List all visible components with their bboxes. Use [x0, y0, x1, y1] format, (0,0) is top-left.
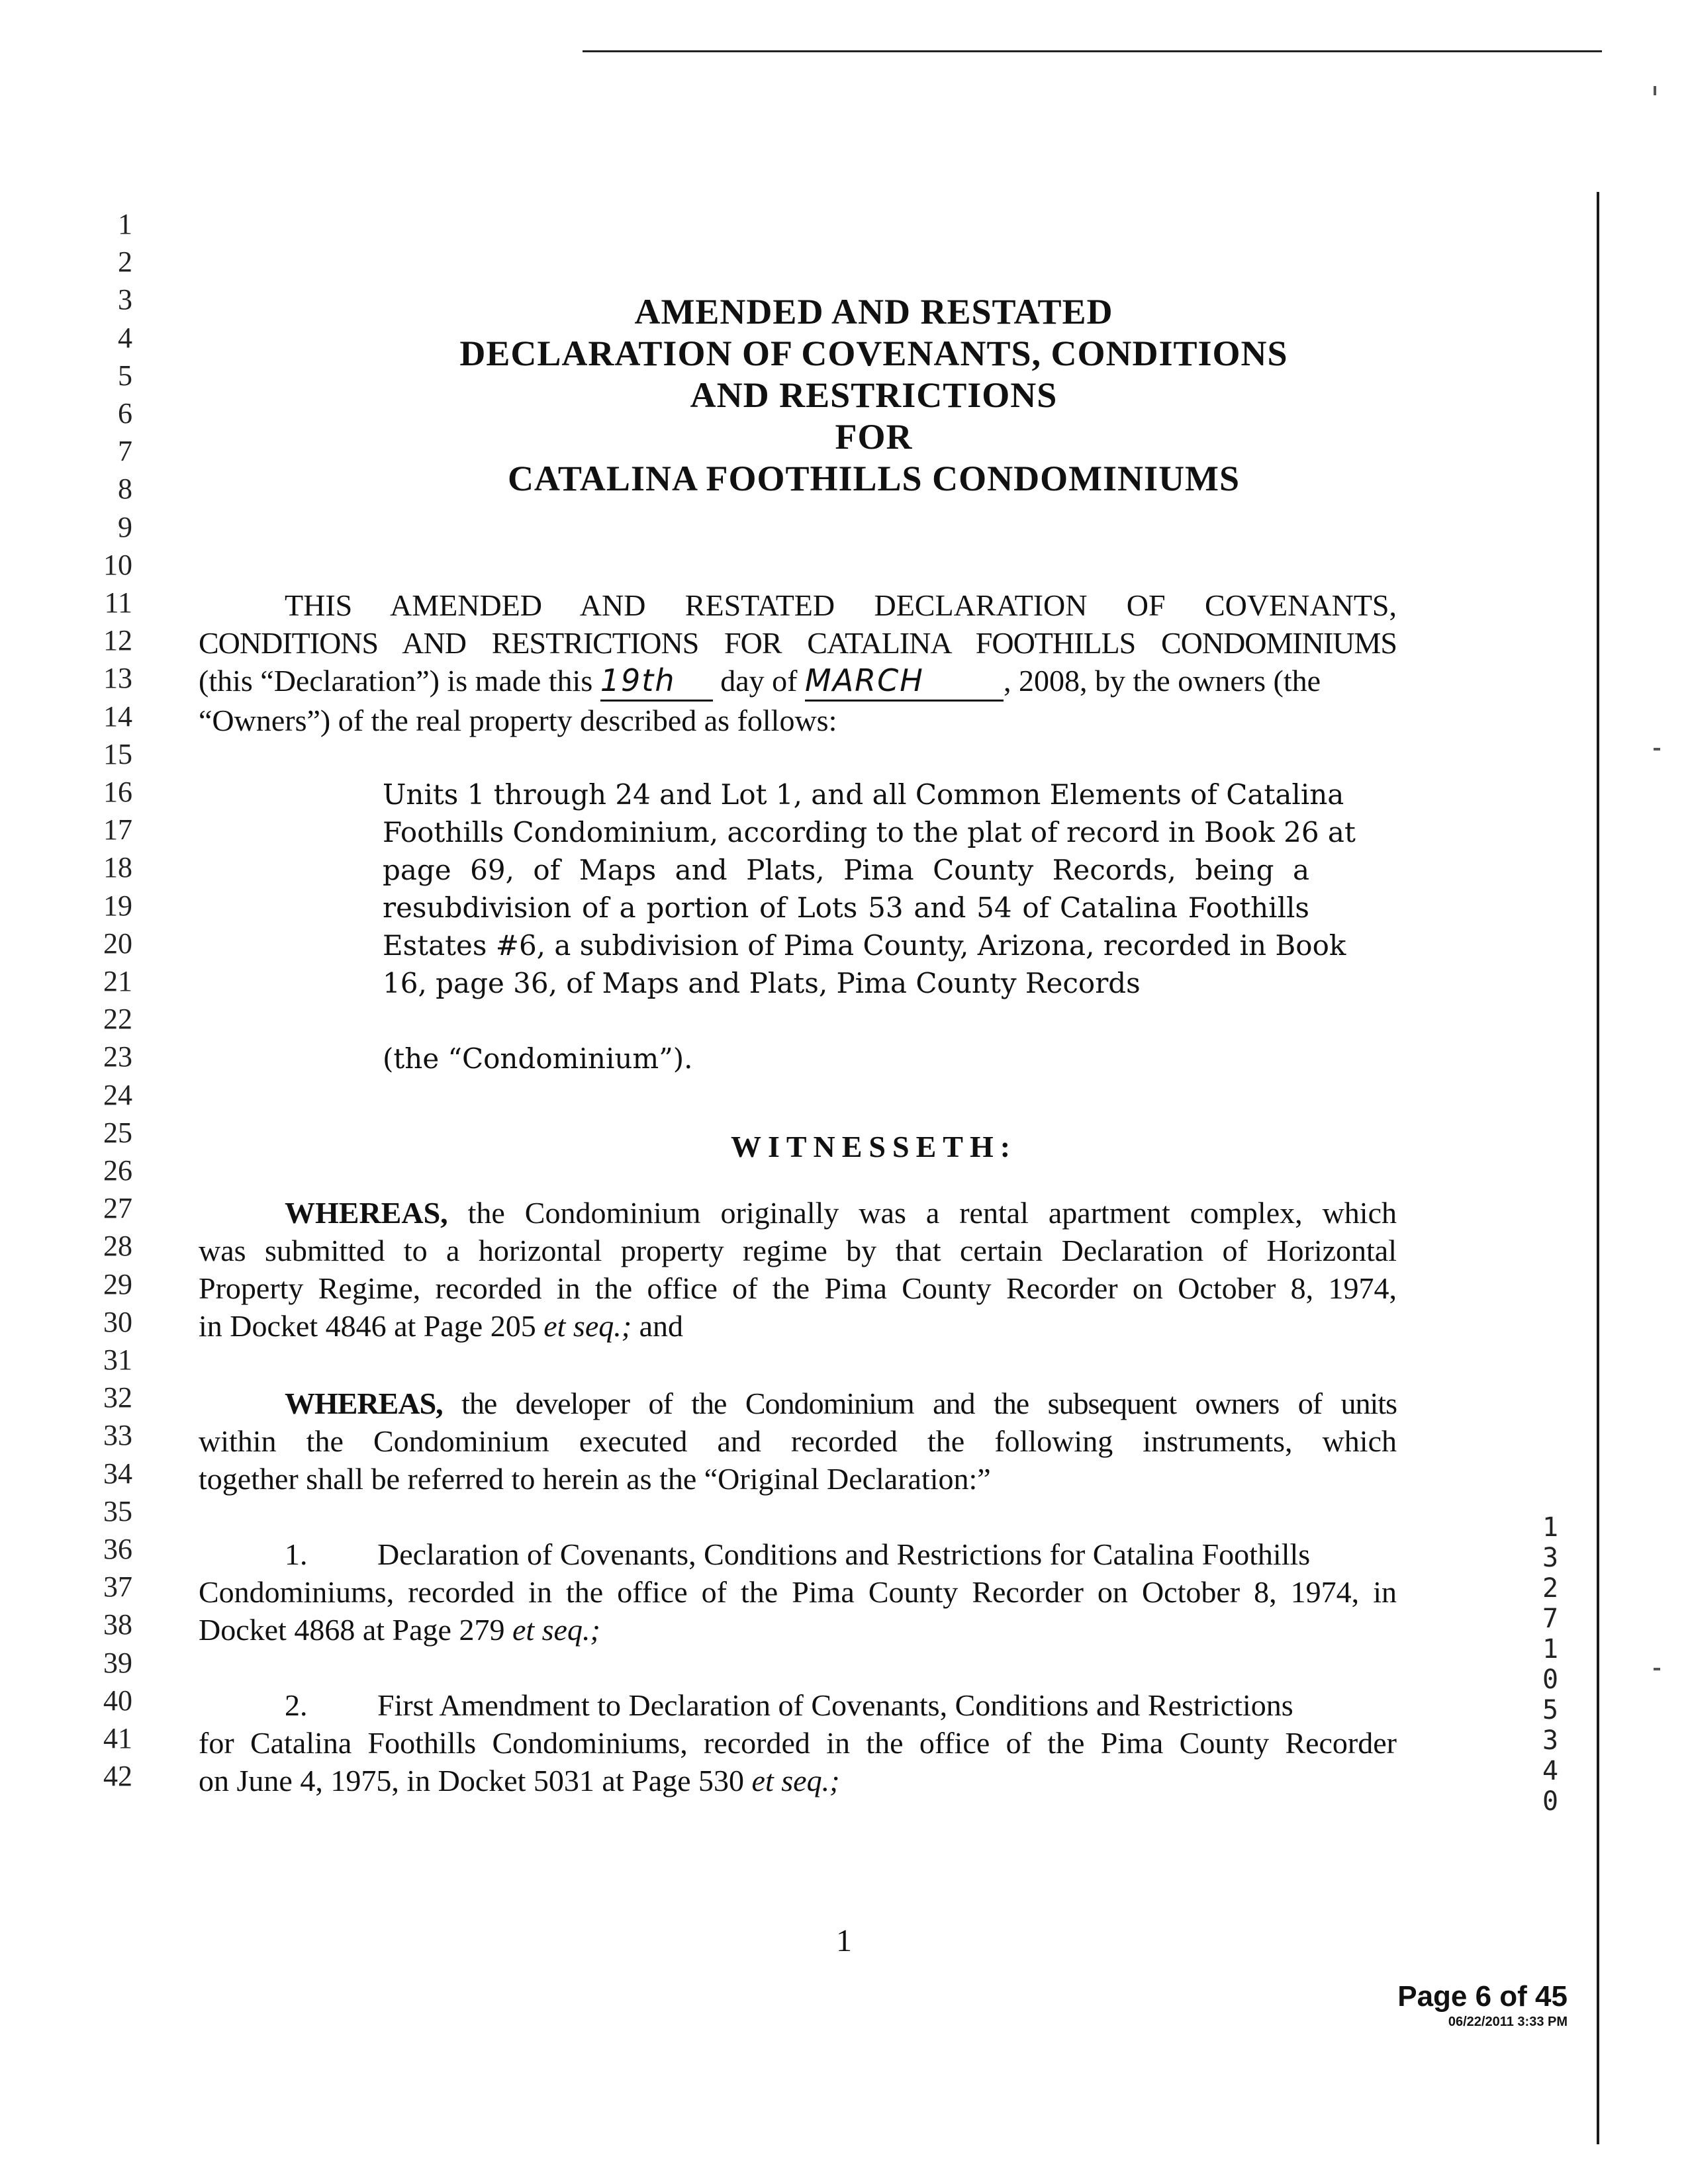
- legal-line: Units 1 through 24 and Lot 1, and all Common Elements of Catalina: [383, 778, 1344, 811]
- line-number: 14: [103, 700, 132, 733]
- item-line: for Catalina Foothills Condominiums, recorded in the office of the Pima County Recorder: [199, 1726, 1397, 1760]
- condominium-definition: (the “Condominium”).: [383, 1042, 693, 1075]
- item-text: First Amendment to Declaration of Covenants, Conditions and Restrictions: [377, 1688, 1293, 1722]
- whereas-italic: et seq.;: [543, 1309, 632, 1343]
- intro-text: , 2008, by the owners (the: [1004, 664, 1321, 698]
- whereas-text: in Docket 4846 at Page 205: [199, 1309, 544, 1343]
- line-number: 33: [103, 1419, 132, 1451]
- top-rule: [583, 50, 1602, 52]
- page-number: 1: [836, 1923, 852, 1958]
- line-number: 1: [118, 208, 132, 240]
- instrument-item-2: [199, 1686, 1397, 1799]
- intro-text: day of: [720, 664, 798, 698]
- line-number: 41: [103, 1722, 132, 1754]
- document-title: [199, 291, 1549, 500]
- line-number: 40: [103, 1684, 132, 1717]
- whereas-text: and: [632, 1309, 683, 1343]
- line-number: 2: [118, 246, 132, 278]
- line-number: 30: [103, 1306, 132, 1338]
- item-text: on June 4, 1975, in Docket 5031 at Page 530: [199, 1764, 752, 1797]
- item-line: [199, 1686, 1397, 1724]
- docket-stamp-vertical: 13271 05340: [1542, 1512, 1559, 1817]
- legal-line: Foothills Condominium, according to the plat of record in Book 26 at: [383, 816, 1356, 848]
- scan-speck: [1654, 748, 1660, 751]
- line-number: 3: [118, 283, 132, 316]
- line-number: 17: [103, 813, 132, 846]
- line-number: 38: [103, 1608, 132, 1641]
- right-margin-rule: [1597, 192, 1599, 2144]
- record-timestamp: 06/22/2011 3:33 PM: [1448, 2015, 1568, 2029]
- line-number: 36: [103, 1533, 132, 1565]
- item-text: Docket 4868 at Page 279: [199, 1613, 512, 1647]
- line-number: 28: [103, 1230, 132, 1262]
- line-number: 10: [103, 549, 132, 581]
- page-count: Page 6 of 45: [1397, 1980, 1568, 2013]
- line-number: 16: [103, 776, 132, 808]
- intro-line: CONDITIONS AND RESTRICTIONS FOR CATALINA FOOTHILLS CONDOMINIUMS: [199, 626, 1397, 660]
- title-line: FOR: [835, 417, 913, 457]
- line-number: 4: [118, 322, 132, 354]
- whereas-text: the Condominium originally was a rental apartment complex, which: [447, 1196, 1397, 1230]
- item-line: [199, 1535, 1397, 1573]
- line-number: 31: [103, 1343, 132, 1376]
- whereas-keyword: WHEREAS,: [285, 1387, 443, 1420]
- line-number: 7: [118, 435, 132, 467]
- line-number: 42: [103, 1760, 132, 1792]
- witnesseth-heading: WITNESSETH:: [730, 1130, 1017, 1163]
- instrument-item-1: [199, 1535, 1397, 1649]
- whereas-line: was submitted to a horizontal property regime by that certain Declaration of Horizontal: [199, 1234, 1397, 1267]
- item-line: [199, 1611, 1397, 1649]
- whereas-line: within the Condominium executed and recorded the following instruments, which: [199, 1424, 1397, 1458]
- line-number: 32: [103, 1381, 132, 1414]
- legal-line: 16, page 36, of Maps and Plats, Pima County Records: [383, 967, 1141, 999]
- item-italic: et seq.;: [512, 1613, 600, 1647]
- line-number: 24: [103, 1079, 132, 1111]
- line-number: 11: [104, 586, 132, 619]
- item-number: 1.: [285, 1537, 308, 1571]
- line-number: 34: [103, 1457, 132, 1490]
- line-number: 23: [103, 1040, 132, 1073]
- line-number: 35: [103, 1495, 132, 1527]
- line-number: 26: [103, 1154, 132, 1187]
- title-line: AMENDED AND RESTATED: [634, 292, 1113, 332]
- line-number: 5: [118, 359, 132, 392]
- legal-line: Estates #6, a subdivision of Pima County, Arizona, recorded in Book: [383, 929, 1346, 962]
- line-number: 6: [118, 397, 132, 430]
- intro-line: “Owners”) of the real property described as follows:: [199, 704, 837, 737]
- item-line: Condominiums, recorded in the office of the Pima County Recorder on October 8, 1974, in: [199, 1575, 1397, 1609]
- whereas-line: [199, 1307, 1397, 1345]
- whereas-line: together shall be referred to herein as the “Original Declaration:”: [199, 1462, 991, 1496]
- whereas-line: [199, 1194, 1397, 1232]
- intro-line-with-blanks: [199, 662, 1397, 702]
- line-number: 18: [103, 851, 132, 884]
- whereas-line: Property Regime, recorded in the office of the Pima County Recorder on October 8, 1974,: [199, 1271, 1397, 1305]
- intro-paragraph: [199, 586, 1397, 739]
- line-number: 20: [103, 927, 132, 960]
- line-number: 29: [103, 1268, 132, 1300]
- legal-line: resubdivision of a portion of Lots 53 and 54 of Catalina Foothills: [383, 891, 1309, 924]
- title-line: AND RESTRICTIONS: [690, 375, 1058, 415]
- day-handwritten-field: 19th: [600, 662, 713, 702]
- intro-text: (this “Declaration”) is made this: [199, 664, 593, 698]
- line-number: 12: [103, 624, 132, 657]
- item-number: 2.: [285, 1688, 308, 1722]
- item-text: Declaration of Covenants, Conditions and Restrictions for Catalina Foothills: [377, 1537, 1311, 1571]
- line-number: 15: [103, 738, 132, 770]
- scan-speck: [1654, 86, 1656, 95]
- legal-description: [383, 776, 1356, 1077]
- whereas-text: the developer of the Condominium and the subsequent owners of units: [442, 1387, 1397, 1420]
- line-number: 13: [103, 662, 132, 694]
- whereas-paragraph-2: [199, 1385, 1397, 1498]
- line-number: 39: [103, 1647, 132, 1679]
- whereas-keyword: WHEREAS,: [285, 1196, 448, 1230]
- line-number: 8: [118, 473, 132, 505]
- item-italic: et seq.;: [751, 1764, 840, 1797]
- whereas-line: [199, 1385, 1397, 1422]
- item-line: [199, 1762, 1397, 1799]
- line-number: 37: [103, 1570, 132, 1603]
- line-number: 25: [103, 1116, 132, 1149]
- month-handwritten-field: MARCH: [805, 662, 1004, 702]
- line-number: 9: [118, 511, 132, 543]
- legal-line: page 69, of Maps and Plats, Pima County Records, being a: [383, 854, 1309, 886]
- intro-line: THIS AMENDED AND RESTATED DECLARATION OF COVENANTS,: [285, 588, 1397, 622]
- whereas-paragraph-1: [199, 1194, 1397, 1345]
- scan-speck: [1654, 1668, 1660, 1670]
- title-line: DECLARATION OF COVENANTS, CONDITIONS: [459, 334, 1288, 373]
- line-number: 22: [103, 1003, 132, 1035]
- title-line: CATALINA FOOTHILLS CONDOMINIUMS: [507, 459, 1241, 498]
- recorder-stamp: [1397, 1980, 1568, 2030]
- line-number: 19: [103, 889, 132, 922]
- line-number: 27: [103, 1192, 132, 1224]
- line-number: 21: [103, 965, 132, 997]
